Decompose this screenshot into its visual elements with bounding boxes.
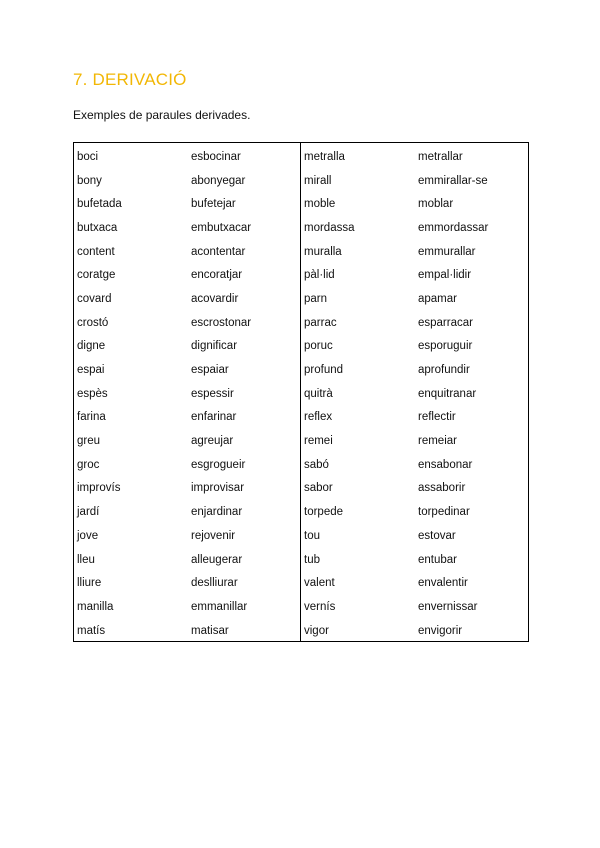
base-word: quitrà: [304, 387, 333, 400]
table-row: [301, 453, 528, 477]
derived-word: esbocinar: [191, 150, 241, 163]
table-row: [74, 358, 300, 382]
derived-word: alleugerar: [191, 553, 243, 566]
table-row: [74, 453, 300, 477]
derived-word: enquitranar: [418, 387, 477, 400]
base-word: groc: [77, 458, 100, 471]
table-row: [301, 524, 528, 548]
table-row: [74, 216, 300, 240]
derived-word: esporuguir: [418, 340, 473, 353]
base-word: lleu: [77, 553, 95, 566]
derived-word: envalentir: [418, 577, 468, 590]
table-row: [301, 287, 528, 311]
derived-word: emmordassar: [418, 221, 489, 234]
derived-word: envernissar: [418, 600, 478, 613]
table-row: [74, 145, 300, 169]
table-row: [301, 335, 528, 359]
table-right-half: [301, 143, 528, 641]
table-row: [301, 548, 528, 572]
derived-word: empal·lidir: [418, 269, 472, 282]
derived-word: remeiar: [418, 435, 457, 448]
derived-word: moblar: [418, 198, 454, 211]
table-row: [74, 524, 300, 548]
table-row: [301, 263, 528, 287]
base-word: vigor: [304, 624, 329, 637]
base-word: manilla: [77, 600, 114, 613]
base-word: sabor: [304, 482, 333, 495]
base-word: bufetada: [77, 198, 122, 211]
derived-word: emmanillar: [191, 600, 248, 613]
table-row: [74, 548, 300, 572]
derived-word: embutxacar: [191, 221, 252, 234]
base-word: mirall: [304, 174, 332, 187]
base-word: improvís: [77, 482, 121, 495]
table-row: [301, 169, 528, 193]
table-row: [74, 500, 300, 524]
base-word: covard: [77, 292, 112, 305]
table-row: [74, 477, 300, 501]
derived-word: aprofundir: [418, 364, 470, 377]
table-left-half: [74, 143, 301, 641]
base-word: crostó: [77, 316, 109, 329]
base-word: moble: [304, 198, 336, 211]
derived-word: enfarinar: [191, 411, 237, 424]
base-word: digne: [77, 340, 106, 353]
base-word: greu: [77, 435, 101, 448]
base-word: muralla: [304, 245, 342, 258]
derivation-table: [73, 142, 529, 642]
derived-word: esparracar: [418, 316, 473, 329]
table-row: [301, 382, 528, 406]
table-row: [74, 335, 300, 359]
base-word: parrac: [304, 316, 337, 329]
table-row: [74, 311, 300, 335]
base-word: parn: [304, 292, 328, 305]
derived-word: improvisar: [191, 482, 245, 495]
table-row: [301, 500, 528, 524]
base-word: matís: [77, 624, 106, 637]
base-word: tub: [304, 553, 320, 566]
derived-word: apamar: [418, 292, 457, 305]
derived-word: emmurallar: [418, 245, 476, 258]
table-row: [74, 406, 300, 430]
table-row: [301, 429, 528, 453]
base-word: jove: [77, 529, 99, 542]
base-word: pàl·lid: [304, 269, 335, 282]
derived-word: espaiar: [191, 364, 229, 377]
base-word: boci: [77, 150, 99, 163]
base-word: torpede: [304, 506, 344, 519]
derived-word: entubar: [418, 553, 458, 566]
derived-word: metrallar: [418, 150, 463, 163]
table-row: [74, 571, 300, 595]
table-row: [74, 287, 300, 311]
derived-word: abonyegar: [191, 174, 246, 187]
base-word: tou: [304, 529, 320, 542]
base-word: lliure: [77, 577, 102, 590]
base-word: espai: [77, 364, 105, 377]
base-word: reflex: [304, 411, 333, 424]
table-row: [74, 595, 300, 619]
table-row: [301, 619, 528, 643]
table-row: [301, 477, 528, 501]
table-row: [301, 406, 528, 430]
derived-word: assaborir: [418, 482, 466, 495]
derived-word: espessir: [191, 387, 234, 400]
derived-word: bufetejar: [191, 198, 236, 211]
derived-word: enjardinar: [191, 506, 243, 519]
base-word: remei: [304, 435, 333, 448]
base-word: metralla: [304, 150, 345, 163]
table-row: [301, 595, 528, 619]
derived-word: acontentar: [191, 245, 246, 258]
derived-word: reflectir: [418, 411, 456, 424]
derived-word: matisar: [191, 624, 229, 637]
derived-word: esgrogueir: [191, 458, 246, 471]
derived-word: emmirallar-se: [418, 174, 488, 187]
derived-word: encoratjar: [191, 269, 243, 282]
derived-word: envigorir: [418, 624, 463, 637]
derived-word: dignificar: [191, 340, 238, 353]
base-word: poruc: [304, 340, 333, 353]
table-row: [301, 192, 528, 216]
table-row: [74, 263, 300, 287]
base-word: coratge: [77, 269, 116, 282]
table-row: [301, 311, 528, 335]
derived-word: torpedinar: [418, 506, 470, 519]
base-word: valent: [304, 577, 335, 590]
base-word: content: [77, 245, 115, 258]
table-row: [74, 192, 300, 216]
base-word: butxaca: [77, 221, 118, 234]
table-row: [74, 429, 300, 453]
intro-text: Exemples de paraules derivades.: [73, 108, 251, 122]
section-heading: 7. DERIVACIÓ: [73, 70, 187, 89]
base-word: farina: [77, 411, 106, 424]
table-row: [301, 216, 528, 240]
table-row: [301, 358, 528, 382]
base-word: mordassa: [304, 221, 355, 234]
derived-word: deslliurar: [191, 577, 238, 590]
base-word: vernís: [304, 600, 336, 613]
derived-word: acovardir: [191, 292, 239, 305]
table-row: [301, 145, 528, 169]
derived-word: estovar: [418, 529, 456, 542]
base-word: espès: [77, 387, 108, 400]
table-row: [74, 240, 300, 264]
table-row: [301, 571, 528, 595]
derived-word: escrostonar: [191, 316, 252, 329]
base-word: sabó: [304, 458, 329, 471]
base-word: profund: [304, 364, 344, 377]
derived-word: ensabonar: [418, 458, 473, 471]
table-row: [301, 240, 528, 264]
table-row: [74, 169, 300, 193]
table-row: [74, 382, 300, 406]
derived-word: agreujar: [191, 435, 234, 448]
table-row: [74, 619, 300, 643]
derived-word: rejovenir: [191, 529, 236, 542]
base-word: jardí: [77, 506, 100, 519]
base-word: bony: [77, 174, 102, 187]
